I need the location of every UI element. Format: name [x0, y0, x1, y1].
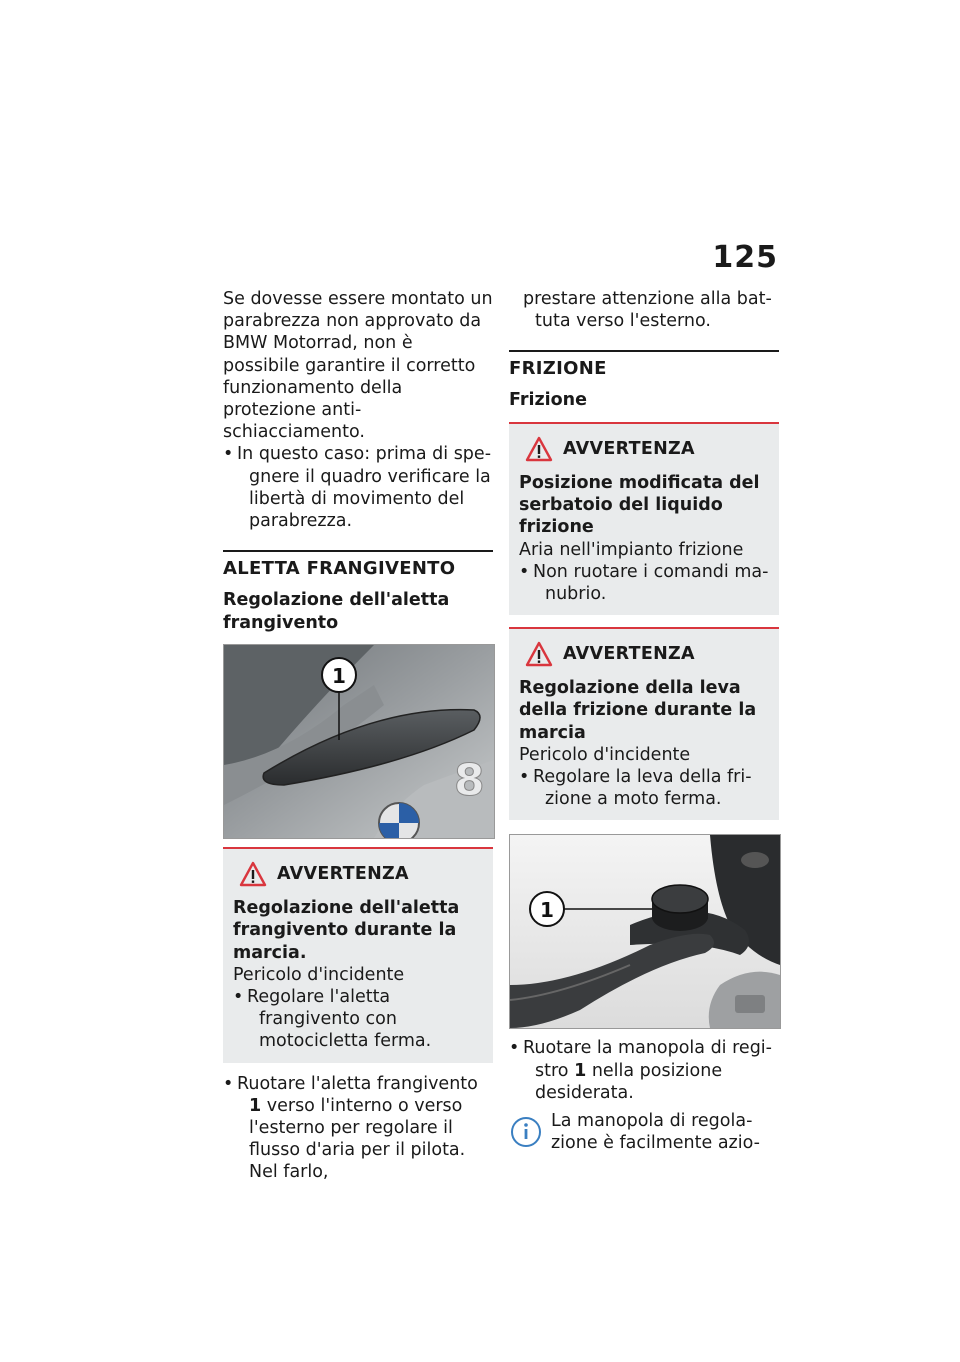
- warning-title: AVVERTENZA: [277, 864, 409, 885]
- clutch-lever-photo: [509, 834, 781, 1029]
- section-title: ALETTA FRANGIVENTO: [223, 558, 456, 580]
- warning-title: AVVERTENZA: [563, 438, 695, 459]
- note-text: La manopola di regolazione è facilmente azio-: [551, 1110, 760, 1154]
- ref-number: 1: [249, 1095, 262, 1116]
- warning-text: Aria nell'impianto frizione: [519, 539, 744, 560]
- warning-heading: Regolazione dell'aletta frangivento durante la marcia.: [233, 898, 460, 963]
- warning-text: Pericolo d'incidente: [233, 964, 405, 985]
- section-divider: [223, 550, 493, 552]
- sub-title: Frizione: [509, 390, 587, 411]
- right-column: [509, 288, 779, 1154]
- info-note: [509, 1110, 779, 1154]
- bullet-item: • Regolare l'aletta frangivento con motocicletta ferma.: [233, 987, 432, 1052]
- callout-label: 1: [332, 664, 346, 689]
- page-number: 125: [712, 240, 778, 275]
- warning-heading: Regolazione della leva della frizione durante la marcia: [519, 678, 757, 743]
- intro-paragraph: Se dovesse essere montato un parabrezza non approvato da BMW Motorrad, non è possibile garantire il corretto funzionamento della protezione antischiacciamento.: [223, 289, 493, 443]
- section-divider: [509, 350, 779, 352]
- info-icon: [509, 1110, 543, 1150]
- bullet-item: • Regolare la leva della frizione a moto ferma.: [519, 766, 752, 810]
- warning-text: Pericolo d'incidente: [519, 744, 691, 765]
- warning-box: [223, 847, 493, 1062]
- clutch-illustration: [510, 835, 780, 1028]
- warning-heading: Posizione modificata del serbatoio del liquido frizione: [519, 472, 760, 538]
- bullet-item: • Non ruotare i comandi manubrio.: [519, 561, 769, 604]
- section-title: FRIZIONE: [509, 358, 607, 380]
- warning-triangle-icon: [525, 641, 553, 667]
- bullet-item: • Ruotare l'aletta frangivento 1 verso l'interno o verso l'esterno per regolare il flusso d'aria per il pilota. Nel farlo,: [223, 1073, 478, 1183]
- windshield-deflector-photo: [223, 644, 495, 839]
- warning-box: [509, 627, 779, 820]
- warning-title: AVVERTENZA: [563, 644, 695, 665]
- bullet-item: • Ruotare la manopola di registro 1 nella posizione desiderata.: [509, 1038, 772, 1103]
- left-column: [223, 288, 493, 1184]
- svg-text:8: 8: [454, 755, 485, 807]
- callout-label: 1: [540, 898, 554, 923]
- warning-triangle-icon: [525, 436, 553, 462]
- sub-title: Regolazione dell'aletta frangivento: [223, 590, 450, 633]
- ref-number: 1: [574, 1060, 587, 1081]
- bullet-item: • In questo caso: prima di spegnere il quadro verificare la libertà di movimento del parabrezza.: [223, 444, 492, 532]
- bullet-continuation: prestare attenzione alla battuta verso l'esterno.: [523, 289, 772, 332]
- deflector-illustration: [224, 645, 494, 838]
- warning-box: [509, 422, 779, 615]
- warning-triangle-icon: [239, 861, 267, 887]
